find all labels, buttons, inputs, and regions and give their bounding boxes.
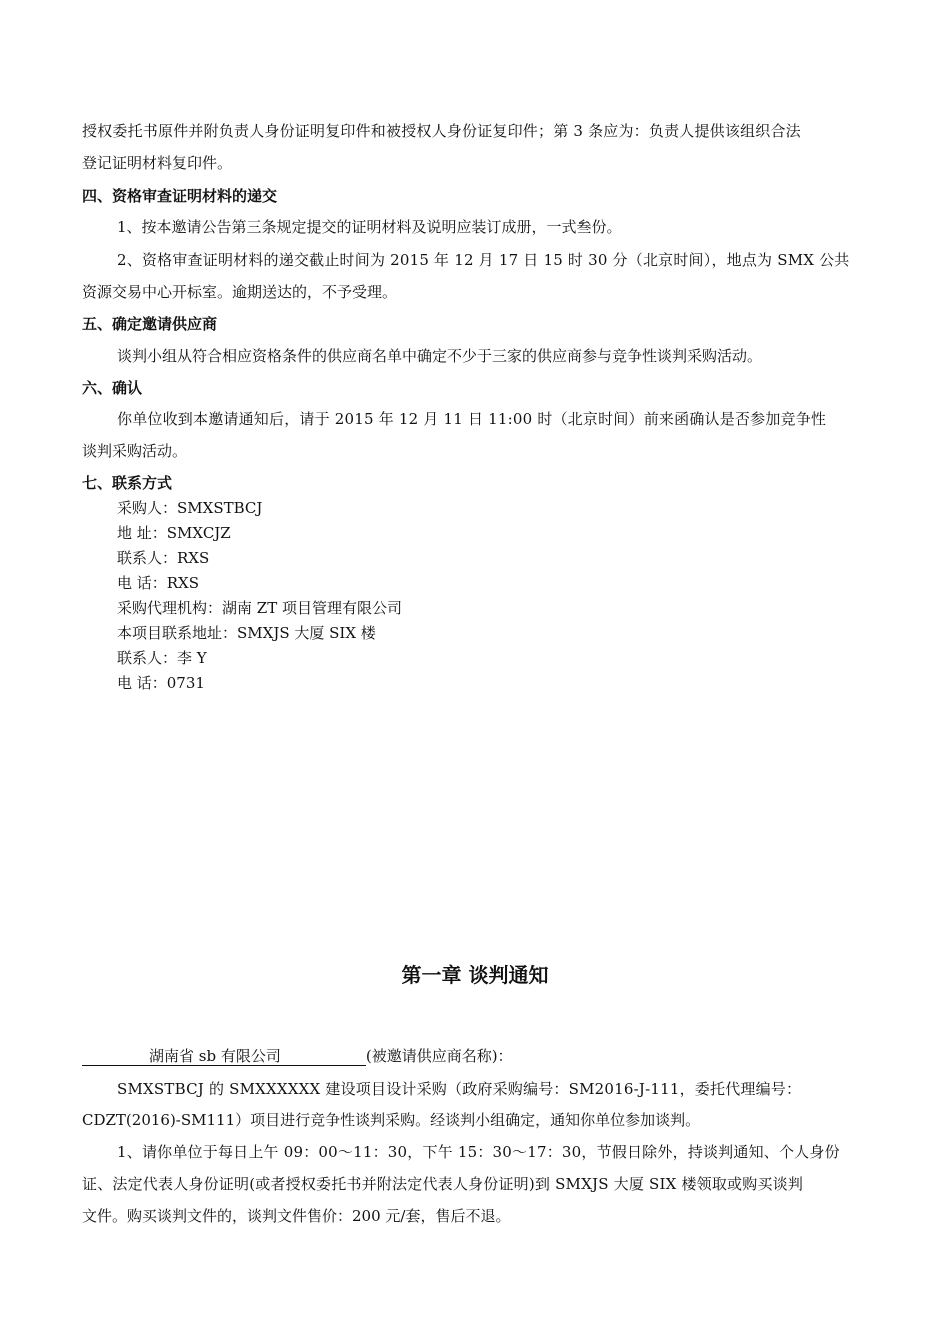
paragraph-line: 1、按本邀请公告第三条规定提交的证明材料及说明应装订成册，一式叁份。	[117, 218, 622, 236]
paragraph-line: 资源交易中心开标室。逾期送达的，不予受理。	[82, 283, 398, 301]
chapter-title: 第一章 谈判通知	[401, 963, 549, 987]
contact-line: 本项目联系地址：SMXJS 大厦 SIX 楼	[117, 624, 376, 642]
addressee-line	[82, 1046, 872, 1066]
paragraph-line: 授权委托书原件并附负责人身份证明复印件和被授权人身份证复印件；第 3 条应为：负责人提供该组织合法	[82, 122, 801, 140]
section-heading-7: 七、联系方式	[82, 474, 173, 492]
contact-line: 电 话：RXS	[117, 574, 200, 592]
paragraph-line: 谈判采购活动。	[82, 442, 188, 460]
paragraph-line: SMXSTBCJ 的 SMXXXXXX 建设项目设计采购（政府采购编号：SM2016-J-111，委托代理编号：	[117, 1080, 802, 1098]
contact-line: 地 址：SMXCJZ	[117, 524, 231, 542]
section-heading-5: 五、确定邀请供应商	[82, 315, 218, 333]
section-heading-6: 六、确认	[82, 379, 143, 397]
contact-line: 采购代理机构：湖南 ZT 项目管理有限公司	[117, 599, 402, 617]
supplier-name: 湖南省 sb 有限公司	[149, 1047, 281, 1065]
paragraph-line: 证、法定代表人身份证明(或者授权委托书并附法定代表人身份证明)到 SMXJS 大厦 SIX 楼领取或购买谈判	[82, 1175, 804, 1193]
contact-line: 联系人：李 Y	[117, 649, 207, 667]
contact-line: 采购人：SMXSTBCJ	[117, 499, 263, 517]
paragraph-line: 登记证明材料复印件。	[82, 154, 233, 172]
addressee-blank	[82, 1047, 366, 1066]
paragraph-line: 文件。购买谈判文件的，谈判文件售价：200 元/套，售后不退。	[82, 1207, 511, 1225]
contact-line: 电 话：0731	[117, 674, 205, 692]
paragraph-line: CDZT(2016)-SM111）项目进行竞争性谈判采购。经谈判小组确定，通知你单位参加谈判。	[82, 1111, 701, 1129]
supplier-note: (被邀请供应商名称)：	[365, 1047, 513, 1065]
paragraph-line: 你单位收到本邀请通知后，请于 2015 年 12 月 11 日 11:00 时（北京时间）前来函确认是否参加竞争性	[117, 410, 827, 428]
paragraph-line: 谈判小组从符合相应资格条件的供应商名单中确定不少于三家的供应商参与竞争性谈判采购活动。	[117, 347, 763, 365]
section-heading-4: 四、资格审查证明材料的递交	[82, 187, 278, 205]
paragraph-line: 2、资格审查证明材料的递交截止时间为 2015 年 12 月 17 日 15 时 30 分（北京时间），地点为 SMX 公共	[117, 251, 850, 269]
contact-line: 联系人：RXS	[117, 549, 210, 567]
paragraph-line: 1、请你单位于每日上午 09：00～11：30，下午 15：30～17：30，节假日除外，持谈判通知、个人身份	[117, 1143, 840, 1161]
